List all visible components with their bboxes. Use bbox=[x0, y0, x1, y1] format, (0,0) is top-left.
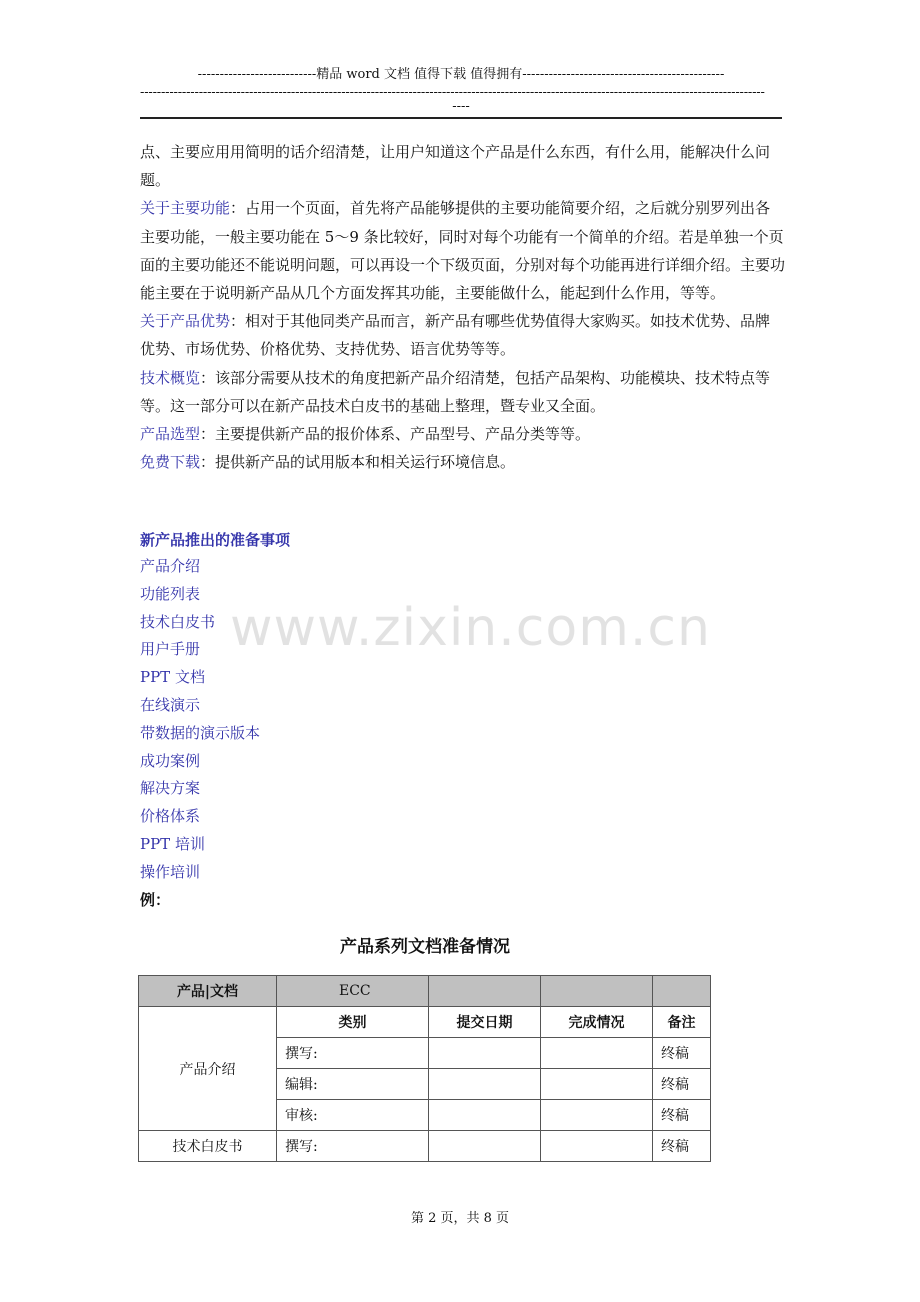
header-dash-tail: ---- bbox=[452, 99, 470, 114]
section-title: 新产品推出的准备事项 bbox=[140, 531, 291, 549]
table-product-cell: ECC bbox=[277, 976, 429, 1007]
doc-item-data-demo[interactable]: 带数据的演示版本 bbox=[140, 723, 261, 742]
table-group-cell: 产品介绍 bbox=[139, 1007, 277, 1131]
table-cell-date[interactable] bbox=[429, 1131, 541, 1162]
doc-status-table bbox=[138, 975, 711, 1162]
table-cell-date[interactable] bbox=[429, 1069, 541, 1100]
link-tech-overview[interactable]: 技术概览 bbox=[140, 368, 201, 387]
link-advantages[interactable]: 关于产品优势 bbox=[140, 312, 231, 331]
paragraph-text: ：该部分需要从技术的角度把新产品介绍清楚，包括产品架构、功能模块、技术特点等等。这一部分可以在新产品技术白皮书的基础上整理，暨专业又全面。 bbox=[140, 368, 771, 415]
table-corner-cell: 产品|文档 bbox=[139, 976, 277, 1007]
table-col-header: 类别 bbox=[277, 1007, 429, 1038]
table-cell-date[interactable] bbox=[429, 1038, 541, 1069]
doc-list bbox=[140, 553, 260, 887]
paragraph-main-functions bbox=[140, 194, 785, 307]
table-col-header: 完成情况 bbox=[541, 1007, 653, 1038]
doc-item-pricing[interactable]: 价格体系 bbox=[140, 807, 201, 826]
table-header-row bbox=[139, 976, 711, 1007]
doc-item-online-demo[interactable]: 在线演示 bbox=[140, 695, 201, 714]
paragraph-selection bbox=[140, 420, 785, 448]
doc-item-whitepaper[interactable]: 技术白皮书 bbox=[140, 612, 216, 631]
paragraph-advantages bbox=[140, 307, 785, 363]
table-cell-category: 撰写: bbox=[277, 1038, 429, 1069]
table-empty-cell bbox=[541, 976, 653, 1007]
header-dash-line: ----------------------------------------------------------------------------------------------------------------------------------------------------- bbox=[140, 86, 765, 100]
watermark: www.zixin.com.cn bbox=[230, 598, 711, 658]
table-group-cell: 技术白皮书 bbox=[139, 1131, 277, 1162]
table-cell-status[interactable] bbox=[541, 1069, 653, 1100]
table-cell-category: 撰写: bbox=[277, 1131, 429, 1162]
paragraph-text: 点、主要应用用简明的话介绍清楚，让用户知道这个产品是什么东西，有什么用，能解决什么问题。 bbox=[140, 143, 771, 190]
link-download[interactable]: 免费下载 bbox=[140, 453, 201, 472]
table-cell-note: 终稿 bbox=[653, 1100, 711, 1131]
doc-item-feature-list[interactable]: 功能列表 bbox=[140, 584, 201, 603]
paragraph-tech-overview bbox=[140, 364, 785, 420]
table-cell-note: 终稿 bbox=[653, 1038, 711, 1069]
table-col-header: 提交日期 bbox=[429, 1007, 541, 1038]
doc-item-ppt-training[interactable]: PPT 培训 bbox=[140, 834, 205, 853]
table-cell-status[interactable] bbox=[541, 1131, 653, 1162]
paragraph-text: ：相对于其他同类产品而言，新产品有哪些优势值得大家购买。如技术优势、品牌优势、市场优势、价格优势、支持优势、语言优势等等。 bbox=[140, 312, 771, 359]
link-main-functions[interactable]: 关于主要功能 bbox=[140, 199, 231, 218]
header-title-line: ---------------------------精品 word 文档 值得下载 值得拥有---------------------------------------------- bbox=[197, 67, 725, 82]
page-footer: 第 2 页，共 8 页 bbox=[410, 1211, 510, 1226]
doc-item-user-manual[interactable]: 用户手册 bbox=[140, 640, 201, 659]
table-row bbox=[139, 1131, 711, 1162]
table-cell-date[interactable] bbox=[429, 1100, 541, 1131]
paragraph-download bbox=[140, 448, 785, 476]
table-cell-note: 终稿 bbox=[653, 1069, 711, 1100]
table-cell-category: 编辑: bbox=[277, 1069, 429, 1100]
paragraph-text: ：提供新产品的试用版本和相关运行环境信息。 bbox=[200, 453, 516, 472]
table-cell-status[interactable] bbox=[541, 1038, 653, 1069]
table-row bbox=[139, 1007, 711, 1038]
table-cell-status[interactable] bbox=[541, 1100, 653, 1131]
doc-item-solutions[interactable]: 解决方案 bbox=[140, 779, 201, 798]
doc-item-operation-training[interactable]: 操作培训 bbox=[140, 862, 201, 881]
table-empty-cell bbox=[653, 976, 711, 1007]
paragraph-text: ：占用一个页面，首先将产品能够提供的主要功能简要介绍，之后就分别罗列出各主要功能，一般主要功能在 5～9 条比较好，同时对每个功能有一个简单的介绍。若是单独一个页面的主要功能还不能说明问题，可以再设一个下级页面，分别对每个功能再进行详细介绍。主要功能主要在于说明新产品从几个方面发挥其功能，主要能做什么，能起到什么作用，等等。 bbox=[140, 199, 786, 303]
doc-item-ppt-doc[interactable]: PPT 文档 bbox=[140, 668, 205, 687]
body-text bbox=[140, 138, 785, 476]
header-rule bbox=[140, 117, 782, 119]
table-cell-note: 终稿 bbox=[653, 1131, 711, 1162]
paragraph-intro bbox=[140, 138, 785, 194]
table-cell-category: 审核: bbox=[277, 1100, 429, 1131]
table-empty-cell bbox=[429, 976, 541, 1007]
doc-item-product-intro[interactable]: 产品介绍 bbox=[140, 557, 201, 575]
table-title: 产品系列文档准备情况 bbox=[340, 937, 510, 957]
doc-item-case-studies[interactable]: 成功案例 bbox=[140, 751, 201, 770]
example-label: 例： bbox=[140, 891, 171, 909]
link-selection[interactable]: 产品选型 bbox=[140, 425, 201, 444]
table-col-header: 备注 bbox=[653, 1007, 711, 1038]
paragraph-text: ：主要提供新产品的报价体系、产品型号、产品分类等等。 bbox=[200, 425, 591, 444]
